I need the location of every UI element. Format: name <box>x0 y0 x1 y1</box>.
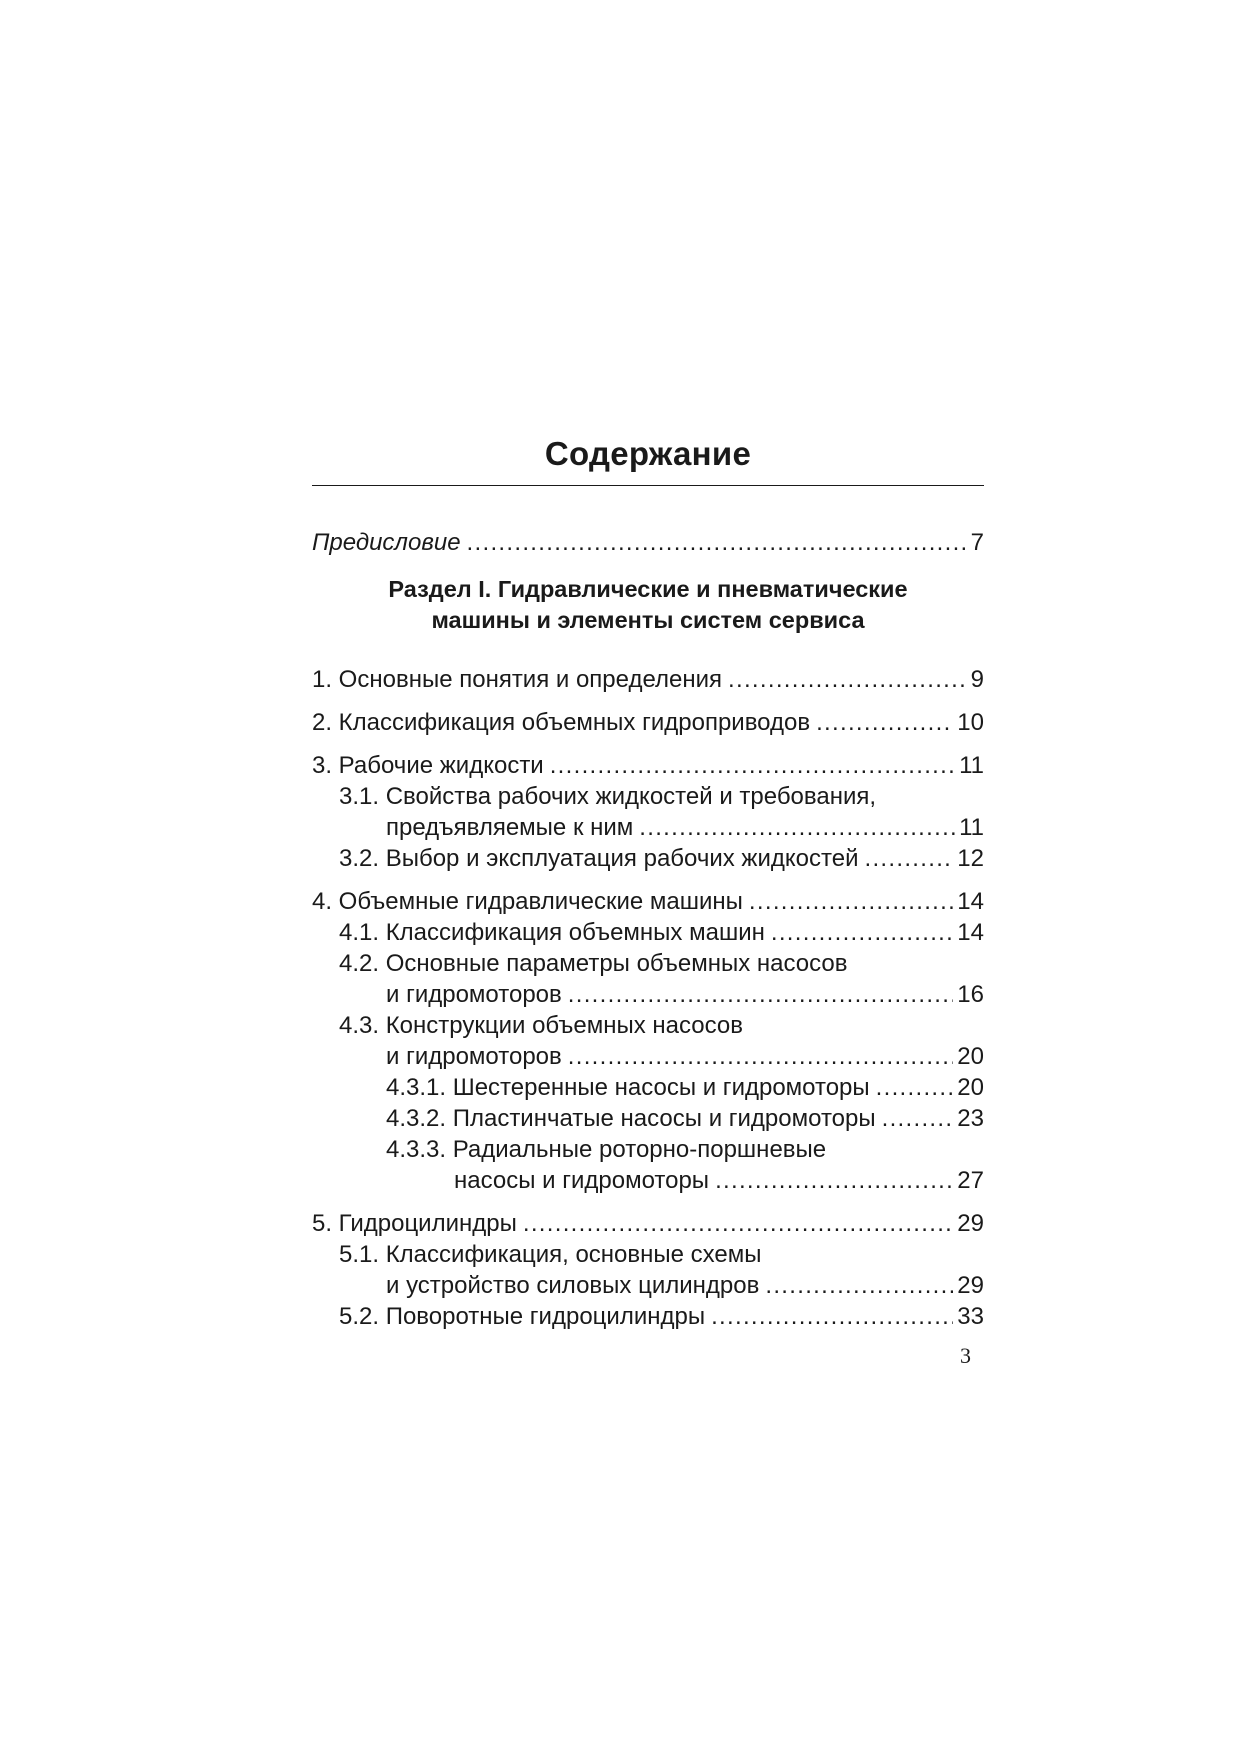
toc-entry-ch1[interactable] <box>312 664 984 695</box>
toc-page-number: 27 <box>957 1167 984 1194</box>
section-heading-line: машины и элементы систем сервиса <box>431 607 865 633</box>
toc-entry-s433[interactable] <box>312 1165 984 1196</box>
toc-page-number: 7 <box>970 529 984 556</box>
toc-entry-s31[interactable] <box>312 812 984 843</box>
section-heading <box>312 574 984 636</box>
dot-leader <box>711 1301 953 1332</box>
toc-entry-preface[interactable] <box>312 527 984 558</box>
toc-entry-title: 3. Рабочие жидкости <box>312 752 544 779</box>
toc-entry-title: 2. Классификация объемных гидроприводов <box>312 709 811 736</box>
toc-page-number: 11 <box>959 814 984 841</box>
dot-leader <box>728 664 967 695</box>
toc-entry-ch5[interactable] <box>312 1208 984 1239</box>
dot-leader <box>882 1103 954 1134</box>
dot-leader <box>550 750 955 781</box>
toc-page-number: 14 <box>957 919 984 946</box>
toc-entry-s42-line1[interactable]: 4.2. Основные параметры объемных насосов <box>339 950 848 977</box>
toc-entry-title: насосы и гидромоторы <box>454 1167 710 1194</box>
toc-entry-title: и гидромоторов <box>386 1043 562 1070</box>
toc-entry-s43[interactable] <box>312 1041 984 1072</box>
toc-page-number: 12 <box>957 845 984 872</box>
dot-leader <box>715 1165 953 1196</box>
section-heading-line: Раздел I. Гидравлические и пневматические <box>388 576 908 602</box>
toc-page-number: 23 <box>957 1105 984 1132</box>
dot-leader <box>523 1208 953 1239</box>
toc-entry-s433-line1[interactable]: 4.3.3. Радиальные роторно-поршневые <box>386 1136 827 1163</box>
dot-leader <box>876 1072 954 1103</box>
toc-page-number: 11 <box>959 752 984 779</box>
dot-leader <box>771 917 953 948</box>
toc-entry-title: 4. Объемные гидравлические машины <box>312 888 743 915</box>
toc-entry-ch3[interactable] <box>312 750 984 781</box>
toc-entry-s43-line1[interactable]: 4.3. Конструкции объемных насосов <box>339 1012 743 1039</box>
page-number: 3 <box>960 1343 971 1368</box>
toc-entry-s431[interactable] <box>312 1072 984 1103</box>
dot-leader <box>765 1270 953 1301</box>
toc-entry-s42[interactable] <box>312 979 984 1010</box>
toc-entry-title: 4.3.1. Шестеренные насосы и гидромоторы <box>386 1074 870 1101</box>
toc-entry-title: 4.1. Классификация объемных машин <box>339 919 765 946</box>
toc-entry-title: Предисловие <box>312 529 461 556</box>
toc-page-number: 29 <box>957 1272 984 1299</box>
toc-page-number: 20 <box>957 1074 984 1101</box>
toc-entry-title: 4.3.2. Пластинчатые насосы и гидромоторы <box>386 1105 876 1132</box>
toc-entry-title: 1. Основные понятия и определения <box>312 666 723 693</box>
toc-entry-ch2[interactable] <box>312 707 984 738</box>
page-title: Содержание <box>312 432 984 486</box>
toc-page-number: 29 <box>957 1210 984 1237</box>
dot-leader <box>568 979 954 1010</box>
toc-entry-s432[interactable] <box>312 1103 984 1134</box>
dot-leader <box>639 812 955 843</box>
toc-entry-s31-line1[interactable]: 3.1. Свойства рабочих жидкостей и требования, <box>339 783 877 810</box>
toc-entry-s51[interactable] <box>312 1270 984 1301</box>
page-body <box>312 432 984 1332</box>
dot-leader <box>568 1041 954 1072</box>
toc-entry-s52[interactable] <box>312 1301 984 1332</box>
dot-leader <box>749 886 953 917</box>
toc-page-number: 16 <box>957 981 984 1008</box>
toc-entry-s41[interactable] <box>312 917 984 948</box>
toc-page-number: 33 <box>957 1303 984 1330</box>
table-of-contents <box>312 527 984 1332</box>
toc-page-number: 10 <box>957 709 984 736</box>
dot-leader <box>865 843 954 874</box>
toc-entry-title: 5. Гидроцилиндры <box>312 1210 517 1237</box>
toc-page-number: 9 <box>970 666 984 693</box>
toc-page-number: 14 <box>957 888 984 915</box>
toc-entry-s51-line1[interactable]: 5.1. Классификация, основные схемы <box>339 1241 762 1268</box>
toc-entry-title: и устройство силовых цилиндров <box>386 1272 760 1299</box>
dot-leader <box>467 527 967 558</box>
toc-entry-title: предъявляемые к ним <box>386 814 634 841</box>
toc-page-number: 20 <box>957 1043 984 1070</box>
toc-entry-title: 5.2. Поворотные гидроцилиндры <box>339 1303 706 1330</box>
dot-leader <box>816 707 953 738</box>
toc-entry-s32[interactable] <box>312 843 984 874</box>
toc-entry-ch4[interactable] <box>312 886 984 917</box>
toc-entry-title: 3.2. Выбор и эксплуатация рабочих жидкостей <box>339 845 859 872</box>
toc-entry-title: и гидромоторов <box>386 981 562 1008</box>
